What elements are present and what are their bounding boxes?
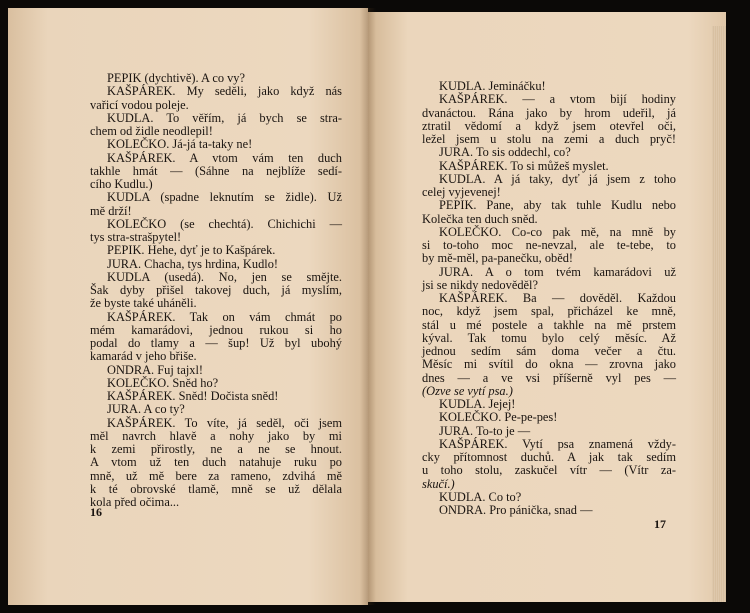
text-line: Měsíc mi svítil do okna — zrovna jako (422, 357, 676, 372)
text-line: celej vyjevenej! (422, 185, 501, 199)
text-line: dvanáctou. Rána jako by hrom udeřil, já (422, 105, 676, 120)
text-line: KAŠPÁREK. — a vtom bijí hodiny (439, 92, 676, 107)
text-line: KOLEČKO. Co-co pak mě, na mně by (439, 224, 676, 239)
text-line: KUDLA (spadne leknutím se židle). Už (107, 190, 342, 205)
text-line: ONDRA. Pro pánička, snad — (439, 503, 593, 517)
text-line: k zemi přirostly, ne a ne se hnout. (90, 442, 342, 456)
text-line: KAŠPÁREK. Vytí psa znamená vždy- (439, 436, 676, 451)
text-line: KUDLA. To věřím, já bych se stra- (107, 110, 342, 125)
text-line: KUDLA. Co to? (439, 489, 522, 504)
text-line: u toho stolu, zaskučel vítr — (Vítr za- (422, 463, 676, 478)
text-line: KAŠPÁREK. To si můžeš myslet. (439, 158, 609, 173)
text-line: že byste také uháněli. (90, 296, 197, 311)
right-page-text (422, 80, 676, 517)
text-line: mém kamarádovi, jednou rukou si ho (90, 322, 342, 337)
text-line: JURA. To-to je — (439, 423, 531, 438)
text-line: noc, když jsem spal, přicházel ke mně, (422, 304, 676, 319)
text-line: by mě-měl, pa-panečku, oběd! (422, 251, 574, 266)
text-line: KAŠPÁREK. To víte, já seděl, oči jsem (107, 415, 342, 430)
text-line: jednou sedím sám doma večer a čtu. (422, 344, 676, 358)
text-line: mě drží! (90, 203, 132, 218)
text-line: takhle hmát — (Sáhne na nejblíže sedí- (90, 163, 342, 178)
text-line: JURA. A o tom tvém kamarádovi už (439, 264, 676, 279)
text-line: ONDRA. Fuj tajxl! (107, 362, 204, 377)
text-line: ztratil vědomí a když jsem otevřel oči, (422, 118, 676, 133)
text-line: k té obrovské tlamě, mně se už dělala (90, 481, 342, 496)
text-line: KAŠPÁREK. A vtom vám ten duch (107, 150, 342, 165)
text-line: KAŠPÁREK. My seděli, jako když nás (107, 84, 342, 99)
text-line: podal do tlamy a — šup! Už byl ubohý (90, 336, 342, 350)
text-line: cky přítomnost duchů. A jak tak sedím (422, 450, 676, 464)
text-line: kola před očima... (90, 495, 180, 509)
text-line: KOLEČKO. Sněd ho? (107, 375, 219, 390)
text-line: A vtom už ten duch natahuje ruku po (90, 455, 342, 470)
text-line: KOLEČKO (se chechtá). Chichichi — (107, 216, 342, 231)
text-line: mně, už mě bere za rameno, zdvihá mě (90, 468, 342, 483)
text-line: PEPIK (dychtivě). A co vy? (107, 71, 245, 85)
book-spine (360, 8, 376, 605)
stage-direction: skučí.) (422, 476, 455, 491)
text-line: KUDLA. Jemináčku! (439, 79, 546, 93)
text-line: KOLEČKO. Pe-pe-pes! (439, 410, 558, 425)
stage-direction: (Ozve se vytí psa.) (422, 383, 513, 398)
page-edges (712, 26, 726, 602)
right-page (368, 12, 726, 602)
text-line: PEPIK. Pane, aby tak tuhle Kudlu nebo (439, 198, 676, 213)
text-line: stál u mé postele a takhle na mě prstem (422, 317, 676, 332)
text-line: kamarád v jeho břiše. (90, 349, 197, 364)
text-line: KUDLA (usedá). No, jen se smějte. (107, 269, 342, 284)
text-line: KOLEČKO. Já-já ta-taky ne! (107, 137, 253, 152)
text-line: jsi se nikdy nedověděl? (422, 277, 538, 292)
text-line: tys stra-strašpytel! (90, 230, 182, 244)
text-line: JURA. To sis oddechl, co? (439, 145, 571, 160)
open-book (8, 8, 738, 605)
left-page (8, 8, 368, 605)
text-line: Šak dyby přišel takovej duch, já myslím, (90, 283, 342, 297)
text-line: měl navrch hlavě a nohy jako by mi (90, 428, 342, 443)
text-line: si to-toho moc ne-nevzal, ale te-tebe, to (422, 238, 676, 252)
text-line: JURA. Chacha, tys hrdina, Kudlo! (107, 256, 279, 271)
text-line: KAŠPÁREK. Ba — dověděl. Každou (439, 291, 676, 305)
text-line: vařicí vodou poleje. (90, 97, 189, 112)
text-line: cího Kudlu.) (90, 177, 153, 191)
text-line: KUDLA. A já taky, dyť já jsem z toho (439, 171, 676, 186)
text-line: dnes — a ve vsi příšerně vyl pes — (422, 370, 676, 385)
page-number: 16 (90, 505, 102, 519)
text-line: KAŠPÁREK. Sněd! Dočista sněd! (107, 389, 279, 403)
text-line: ležel jsem u stolu na zemi a duch pryč! (422, 132, 676, 146)
page-number: 17 (654, 517, 666, 531)
text-line: JURA. A co ty? (107, 402, 185, 417)
text-line: Kolečka ten duch sněd. (422, 211, 538, 226)
text-line: PEPIK. Hehe, dyť je to Kašpárek. (107, 243, 276, 258)
text-line: KAŠPÁREK. Tak on vám chmát po (107, 309, 342, 324)
left-page-text (90, 72, 342, 509)
text-line: chem od židle neodlepil! (90, 124, 213, 138)
text-line: KUDLA. Jejej! (439, 397, 516, 411)
text-line: kýval. Tak tomu bylo celý měsíc. Až (422, 330, 676, 345)
